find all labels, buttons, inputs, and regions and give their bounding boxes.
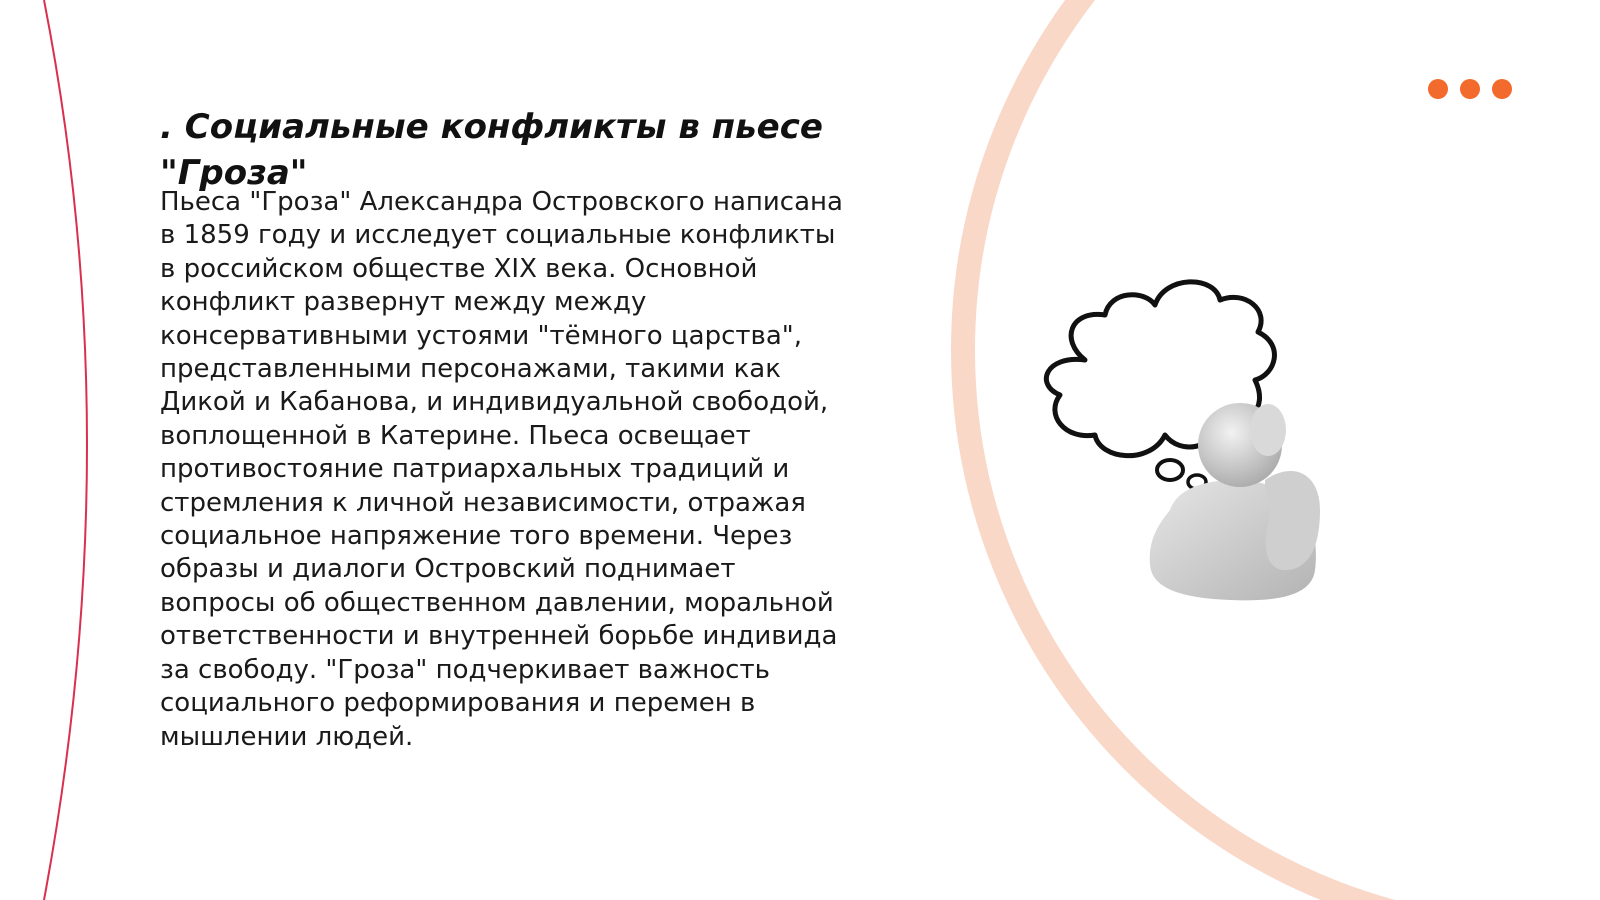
figure-hand [1250,404,1286,456]
left-red-curve [44,0,87,900]
three-dots-icon[interactable] [1428,79,1512,99]
slide-title: . Социальные конфликты в пьесе "Гроза" [160,107,823,193]
slide-body-text: Пьеса "Гроза" Александра Островского написана в 1859 году и исследует социальные конфликты в российском обществе XIX века. Основной конфликт развернут между между консервативными устоями "тёмного царства", представленными персонажами, такими как Дикой и Кабанова, и индивидуальной свободой, воплощенной в Катерине. Пьеса освещает противостояние патриархальных традиций и стремления к личной независимости, отражая социальное напряжение того времени. Через образы и диалоги Островский поднимает вопросы об общественном давлении, моральной ответственности и внутренней борьбе индивида за свободу. "Гроза" подчеркивает важность социального реформирования и перемен в мышлении людей. [160,187,843,752]
thought-bubble-small-1 [1157,460,1183,480]
dot-3 [1492,79,1512,99]
dot-2 [1460,79,1480,99]
dot-1 [1428,79,1448,99]
thinking-person-illustration [1030,270,1360,620]
